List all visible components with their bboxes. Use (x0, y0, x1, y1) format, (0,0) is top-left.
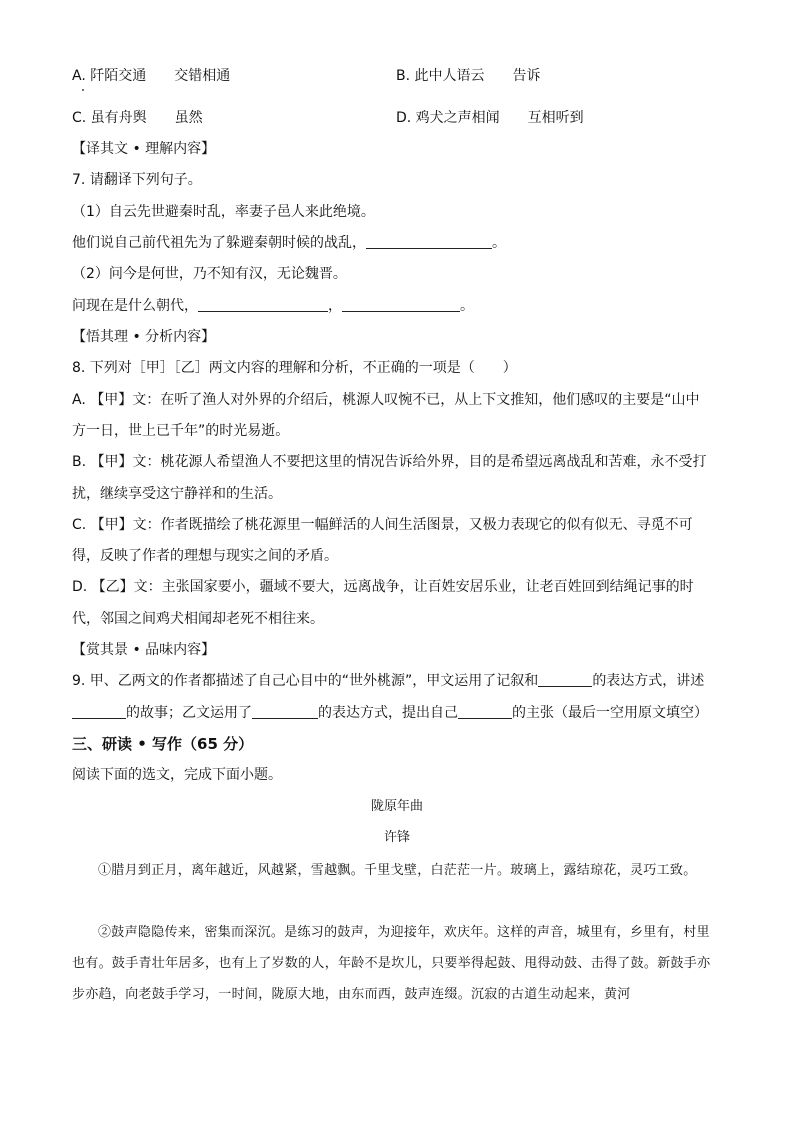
q7-answer-2-suffix: 。 (460, 298, 474, 314)
q8-option-a-line1: A. 【甲】文：在听了渔人对外界的介绍后，桃源人叹惋不已，从上下文推知，他们感叹的主要是“山中 (72, 392, 700, 408)
q9-blank-3[interactable] (252, 704, 318, 719)
article-title: 陇原年曲 (370, 799, 423, 814)
q9-text-2: 的表达方式，讲述 (592, 673, 705, 689)
q9-text-4: 的表达方式，提出自己 (318, 705, 458, 721)
q7-answer-2-mid: ， (328, 298, 342, 314)
q8-option-b-line2: 扰，继续享受这宁静祥和的生活。 (72, 486, 282, 502)
article-paragraph-2: ②鼓声隐隐传来，密集而深沉。是练习的鼓声，为迎接年，欢庆年。这样的声音，城里有，乡里有，村里也有。鼓手青壮年居多，也有上了岁数的人，年龄不是坎儿，只要举得起鼓、甩得动鼓、击得了鼓。新鼓手亦步亦趋，向老鼓手学习，一时间，陇原大地，由东而西，鼓声连缀。沉寂的古道生动起来，黄河 (72, 925, 711, 1002)
q9-blank-2[interactable] (72, 704, 126, 719)
article-author: 许锋 (383, 830, 410, 845)
q7-blank-1[interactable] (366, 234, 492, 249)
q8-option-c-line1: C. 【甲】文：作者既描绘了桃花源里一幅鲜活的人间生活图景，又极力表现它的似有似无、寻觅不可 (72, 517, 693, 533)
option-6a: A. 阡陌交通 交错相通 (72, 68, 231, 84)
q9-blank-1[interactable] (538, 672, 592, 687)
q9-line2 (72, 703, 708, 723)
q9-text-5: 的主张（最后一空用原文填空） (512, 705, 708, 721)
stray-dot (82, 89, 84, 91)
q8-option-d-line1: D. 【乙】文：主张国家要小，疆域不要大，远离战争，让百姓安居乐业，让老百姓回到结绳记事的时 (72, 579, 694, 595)
q9-line1 (72, 671, 704, 691)
q9-text-3: 的故事；乙文运用了 (126, 705, 252, 721)
q7-blank-2[interactable] (198, 297, 328, 312)
q7-answer-1-prefix: 他们说自己前代祖先为了躲避秦朝时候的战乱， (72, 235, 366, 251)
q9-blank-4[interactable] (458, 704, 512, 719)
heading-appreciate: 【赏其景 • 品味内容】 (72, 642, 216, 658)
option-6d: D. 鸡犬之声相闻 互相听到 (396, 110, 584, 126)
q7-sentence-1: （1）自云先世避秦时乱，率妻子邑人来此绝境。 (72, 204, 375, 220)
q9-text-1: 9. 甲、乙两文的作者都描述了自己心目中的“世外桃源”，甲文运用了记叙和 (72, 673, 539, 689)
q7-answer-2-prefix: 问现在是什么朝代， (72, 298, 198, 314)
heading-analyze: 【悟其理 • 分析内容】 (72, 329, 216, 345)
option-6c: C. 虽有舟舆 虽然 (72, 110, 203, 126)
q8-option-d-line2: 代，邻国之间鸡犬相闻却老死不相往来。 (72, 611, 324, 627)
q7-blank-3[interactable] (342, 297, 460, 312)
q7-answer-1-suffix: 。 (492, 235, 506, 251)
reading-instruction: 阅读下面的选文，完成下面小题。 (72, 767, 282, 783)
q7-stem: 7. 请翻译下列句子。 (72, 172, 202, 188)
q8-option-c-line2: 得，反映了作者的理想与现实之间的矛盾。 (72, 548, 338, 564)
section-3-heading: 三、研读 • 写作（65 分） (72, 735, 254, 753)
q7-sentence-2: （2）问今是何世，乃不知有汉，无论魏晋。 (72, 266, 347, 282)
q8-option-b-line1: B. 【甲】文：桃花源人希望渔人不要把这里的情况告诉给外界，目的是希望远离战乱和苦难，永不受打 (72, 454, 707, 470)
article-paragraph-1: ①腊月到正月，离年越近，风越紧，雪越飘。千里戈壁，白茫茫一片。玻璃上，露结琼花，灵巧工致。 (98, 863, 697, 878)
q8-option-a-line2: 方一日，世上已千年”的时光易逝。 (72, 423, 290, 439)
q7-answer-2-line (72, 296, 474, 316)
q8-stem: 8. 下列对［甲］［乙］两文内容的理解和分析，不正确的一项是（ ） (72, 360, 517, 376)
heading-translate: 【译其文 • 理解内容】 (72, 141, 216, 157)
option-6b: B. 此中人语云 告诉 (396, 68, 541, 84)
q7-answer-1-line (72, 233, 506, 253)
